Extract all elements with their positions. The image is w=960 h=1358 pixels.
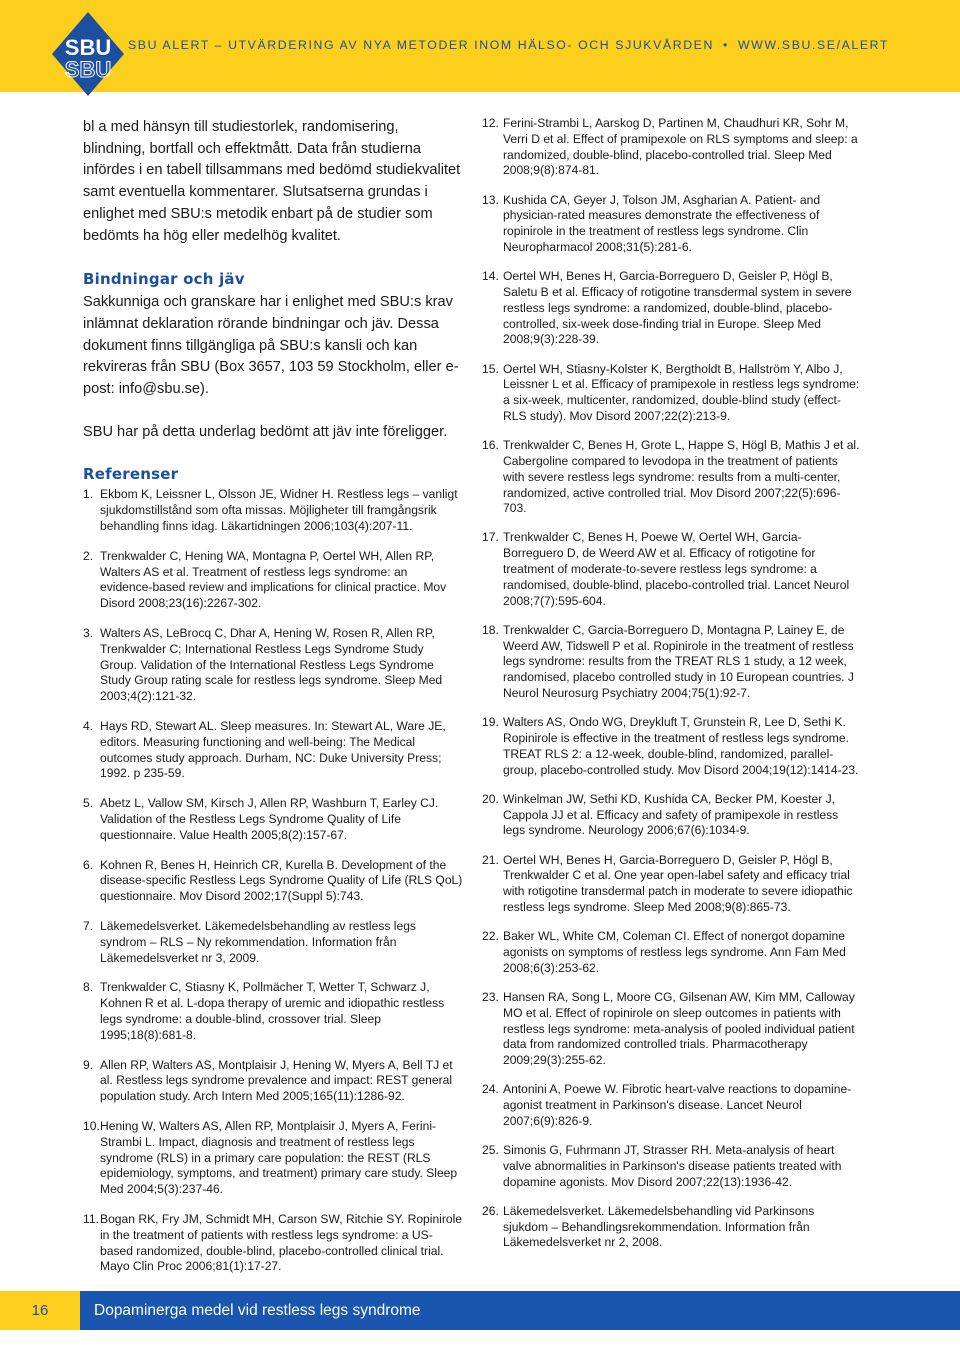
reference-text: Läkemedelsverket. Läkemedelsbehandling vid Parkinsons sjukdom – Behandlingsrekommendation. Information från Läkemedelsverket nr 2, 2008. (503, 1203, 815, 1250)
reference-text: Ferini-Strambi L, Aarskog D, Partinen M, Chaudhuri KR, Sohr M, Verri D et al. Effect of pramipexole on RLS symptoms and sleep: a randomized, double-blind, placebo-controlled trial. Sleep Med 2008;9(8):874-81. (503, 116, 858, 178)
footer-title: Dopaminerga medel vid restless legs syndrome (94, 1301, 421, 1319)
header-band (0, 0, 960, 92)
reference-item (482, 269, 860, 348)
reference-number: 20. (482, 791, 499, 806)
sbu-logo (50, 8, 126, 100)
reference-number: 5. (83, 796, 94, 811)
reference-number: 14. (482, 269, 499, 284)
reference-number: 10. (83, 1118, 100, 1133)
page-number: 16 (0, 1291, 80, 1330)
reference-item (83, 1119, 463, 1198)
reference-item (482, 623, 860, 702)
reference-item (482, 990, 860, 1069)
reference-number: 17. (482, 530, 499, 545)
reference-item (482, 530, 860, 609)
reference-text: Hening W, Walters AS, Allen RP, Montplaisir J, Myers A, Ferini-Strambi L. Impact, diagnosis and treatment of restless legs syndrome (RLS) in a primary care population: the REST (RLS epidemiology, symptoms, and treatment) primary care study. Sleep Med 2004;5(3):237-46. (100, 1118, 458, 1197)
reference-item (83, 980, 463, 1043)
conflicts-statement: SBU har på detta underlag bedömt att jäv inte föreligger. (83, 423, 448, 440)
footer-title-bar (80, 1291, 960, 1330)
reference-text: Winkelman JW, Sethi KD, Kushida CA, Becker PM, Koester J, Cappola JJ et al. Efficacy and safety of pramipexole in restless legs syndrome. Neurology 2006;67(6):1034-9. (503, 791, 839, 838)
reference-number: 22. (482, 929, 499, 944)
reference-item (83, 626, 463, 705)
header-url-link[interactable]: WWW.SBU.SE/ALERT (737, 38, 890, 52)
reference-item (482, 193, 860, 256)
reference-text: Hays RD, Stewart AL. Sleep measures. In: Stewart AL, Ware JE, editors. Measuring functioning and well-being: The Medical outcomes study approach. Durham, NC: Duke University Press; 1992. p 235-59. (100, 719, 446, 781)
reference-text: Ekbom K, Leissner L, Olsson JE, Widner H. Restless legs – vanligt sjukdomstillstånd som ofta missas. Möjligheter till framgångsrik behandling finns idag. Läkartidningen 2006;103(4):207-11. (100, 487, 458, 534)
reference-number: 9. (83, 1057, 94, 1072)
footer (0, 1291, 960, 1330)
references-heading: Referenser (83, 465, 179, 484)
intro-paragraph: bl a med hänsyn till studiestorlek, randomisering, blindning, bortfall och effektmått. Data från studierna infördes i en tabell tillsammans med bedömd studiekvalitet samt eventuella kommentarer. Slutsatserna grundas i enlighet med SBU:s metodik enbart på de studier som bedömts ha hög eller medelhög kvalitet. (83, 119, 461, 244)
reference-text: Trenkwalder C, Benes H, Grote L, Happe S, Högl B, Mathis J et al. Cabergoline compared to levodopa in the treatment of patients with severe restless legs syndrome: results from a multi-center, randomized, active controlled trial. Mov Disord 2007;22(5):696-703. (503, 438, 860, 516)
reference-number: 7. (83, 918, 94, 933)
header-title: SBU ALERT – UTVÄRDERING AV NYA METODER INOM HÄLSO- OCH SJUKVÅRDEN (128, 38, 714, 52)
reference-number: 8. (83, 980, 94, 995)
reference-item (83, 1058, 463, 1105)
reference-item (83, 1212, 463, 1275)
reference-text: Kohnen R, Benes H, Heinrich CR, Kurella B. Development of the disease-specific Restless Legs Syndrome Quality of Life (RLS QoL) questionnaire. Mov Disord 2002;17(Suppl 5):743. (100, 857, 463, 904)
reference-text: Trenkwalder C, Garcia-Borreguero D, Montagna P, Lainey E, de Weerd AW, Tidswell P et al. Ropinirole in the treatment of restless legs syndrome: results from the TREAT RLS 1 study, a 12 week, randomised, placebo controlled study in 10 European countries. J Neurol Neurosurg Psychiatry 2004;75(1):92-7. (503, 622, 854, 701)
header-separator: • (723, 38, 729, 52)
reference-text: Walters AS, Ondo WG, Dreykluft T, Grunstein R, Lee D, Sethi K. Ropinirole is effective in the treatment of restless legs syndrome. TREAT RLS 2: a 12-week, double-blind, randomized, parallel-group, placebo-controlled study. Mov Disord 2004;19(12):1414-23. (503, 715, 859, 777)
conflicts-paragraph: Sakkunniga och granskare har i enlighet med SBU:s krav inlämnat deklaration rörande bindningar och jäv. Dessa dokument finns tillgängliga på SBU:s kansli och kan rekvireras från SBU (Box 3657, 103 59 Stockholm, eller e-post: info@sbu.se). (83, 294, 459, 398)
reference-number: 11. (83, 1211, 99, 1226)
reference-number: 12. (482, 116, 499, 130)
reference-item (83, 796, 463, 843)
reference-text: Trenkwalder C, Stiasny K, Pollmächer T, Wetter T, Schwarz J, Kohnen R et al. L-dopa therapy of uremic and idiopathic restless legs syndrome: a double-blind, crossover trial. Sleep 1995;18(8):681-8. (100, 980, 445, 1042)
reference-number: 21. (482, 852, 499, 867)
reference-item (83, 487, 463, 534)
reference-item (482, 1082, 860, 1129)
reference-text: Antonini A, Poewe W. Fibrotic heart-valve reactions to dopamine-agonist treatment in Parkinson's disease. Lancet Neurol 2007;6(9):826-9. (503, 1082, 852, 1128)
reference-text: Oertel WH, Benes H, Garcia-Borreguero D, Geisler P, Högl B, Trenkwalder C et al. One year open-label safety and efficacy trial with rotigotine transdermal patch in moderate to severe idiopathic restless legs syndrome. Sleep Med 2008;9(8):865-73. (503, 852, 853, 914)
reference-list-right (482, 116, 860, 1251)
reference-number: 1. (83, 487, 94, 502)
reference-list-left (83, 487, 463, 1275)
reference-number: 3. (83, 626, 94, 641)
reference-text: Trenkwalder C, Benes H, Poewe W, Oertel WH, Garcia-Borreguero D, de Weerd AW et al. Efficacy of rotigotine for treatment of moderate-to-severe restless legs syndrome: a randomised, double-blind, placebo-controlled trial. Lancet Neurol 2008;7(7):595-604. (503, 530, 850, 608)
header-title-line (128, 38, 889, 52)
reference-item (83, 919, 463, 966)
reference-text: Baker WL, White CM, Coleman CI. Effect of nonergot dopamine agonists on symptoms of restless legs syndrome. Ann Fam Med 2008;6(3):253-62. (503, 929, 846, 975)
reference-text: Oertel WH, Benes H, Garcia-Borreguero D, Geisler P, Högl B, Saletu B et al. Efficacy of rotigotine transdermal system in severe restless legs syndrome: a randomized, double-blind, placebo-controlled, six-week dose-finding trial in Europe. Sleep Med 2008;9(3):228-39. (503, 269, 852, 347)
reference-number: 13. (482, 192, 499, 207)
reference-number: 2. (83, 548, 94, 563)
reference-text: Abetz L, Vallow SM, Kirsch J, Allen RP, Washburn T, Earley CJ. Validation of the Restless Legs Syndrome Quality of Life questionnaire. Value Health 2005;8(2):157-67. (100, 796, 439, 842)
reference-number: 23. (482, 989, 499, 1004)
reference-number: 4. (83, 719, 94, 733)
reference-text: Hansen RA, Song L, Moore CG, Gilsenan AW, Kim MM, Calloway MO et al. Effect of ropinirole on sleep outcomes in patients with restless legs syndrome: meta-analysis of pooled individual patient data from randomized controlled trials. Pharmacotherapy 2009;29(3):255-62. (503, 989, 855, 1068)
reference-item (482, 116, 860, 179)
reference-text: Walters AS, LeBrocq C, Dhar A, Hening W, Rosen R, Allen RP, Trenkwalder C; International Restless Legs Syndrome Study Group. Validation of the International Restless Legs Syndrome Study Group rating scale for restless legs syndrome. Sleep Med 2003;4(2):121-32. (100, 626, 443, 704)
reference-text: Kushida CA, Geyer J, Tolson JM, Asgharian A. Patient- and physician-rated measures demonstrate the effectiveness of ropinirole in the treatment of restless legs syndrome. Clin Neuropharmacol 2008;31(5):281-6. (503, 192, 821, 254)
reference-item (83, 549, 463, 612)
logo-text-bottom: SBU (64, 57, 112, 82)
reference-text: Läkemedelsverket. Läkemedelsbehandling av restless legs syndrom – RLS – Ny rekommendation. Information från Läkemedelsverket nr 3, 2009. (100, 918, 416, 965)
reference-item (482, 362, 860, 425)
reference-text: Bogan RK, Fry JM, Schmidt MH, Carson SW, Ritchie SY. Ropinirole in the treatment of patients with restless legs syndrome: a US-based randomized, double-blind, placebo-controlled clinical trial. Mayo Clin Proc 2006;81(1):17-27. (100, 1211, 463, 1274)
reference-item (482, 438, 860, 517)
reference-item (482, 715, 860, 778)
reference-item (482, 853, 860, 916)
reference-item (83, 719, 463, 782)
reference-number: 6. (83, 857, 94, 872)
reference-number: 18. (482, 622, 499, 637)
right-column (482, 116, 860, 1265)
reference-number: 15. (482, 361, 499, 376)
reference-number: 24. (482, 1082, 499, 1097)
reference-item (482, 792, 860, 839)
reference-text: Allen RP, Walters AS, Montplaisir J, Hening W, Myers A, Bell TJ et al. Restless legs syndrome prevalence and impact: REST general population study. Arch Intern Med 2005;165(11):1286-92. (100, 1057, 453, 1104)
left-column (83, 117, 463, 1289)
logo-text-top: SBU (64, 35, 112, 60)
reference-item (482, 1204, 860, 1251)
reference-item (482, 929, 860, 976)
reference-number: 16. (482, 438, 499, 453)
reference-item (83, 858, 463, 905)
reference-number: 19. (482, 715, 499, 730)
reference-text: Simonis G, Fuhrmann JT, Strasser RH. Meta-analysis of heart valve abnormalities in Parkinson's disease patients treated with dopamine agonists. Mov Disord 2007;22(13):1936-42. (503, 1143, 842, 1189)
reference-number: 26. (482, 1203, 499, 1218)
conflicts-heading: Bindningar och jäv (83, 270, 245, 289)
reference-text: Trenkwalder C, Hening WA, Montagna P, Oertel WH, Allen RP, Walters AS et al. Treatment of restless legs syndrome: an evidence-based review and implications for clinical practice. Mov Disord 2008;23(16):2267-302. (100, 548, 447, 611)
reference-text: Oertel WH, Stiasny-Kolster K, Bergtholdt B, Hallström Y, Albo J, Leissner L et al. Efficacy of pramipexole in restless legs syndrome: a six-week, multicenter, randomized, double-blind study (effect-RLS study). Mov Disord 2007;22(2):213-9. (503, 361, 860, 423)
reference-number: 25. (482, 1143, 499, 1158)
reference-item (482, 1143, 860, 1190)
